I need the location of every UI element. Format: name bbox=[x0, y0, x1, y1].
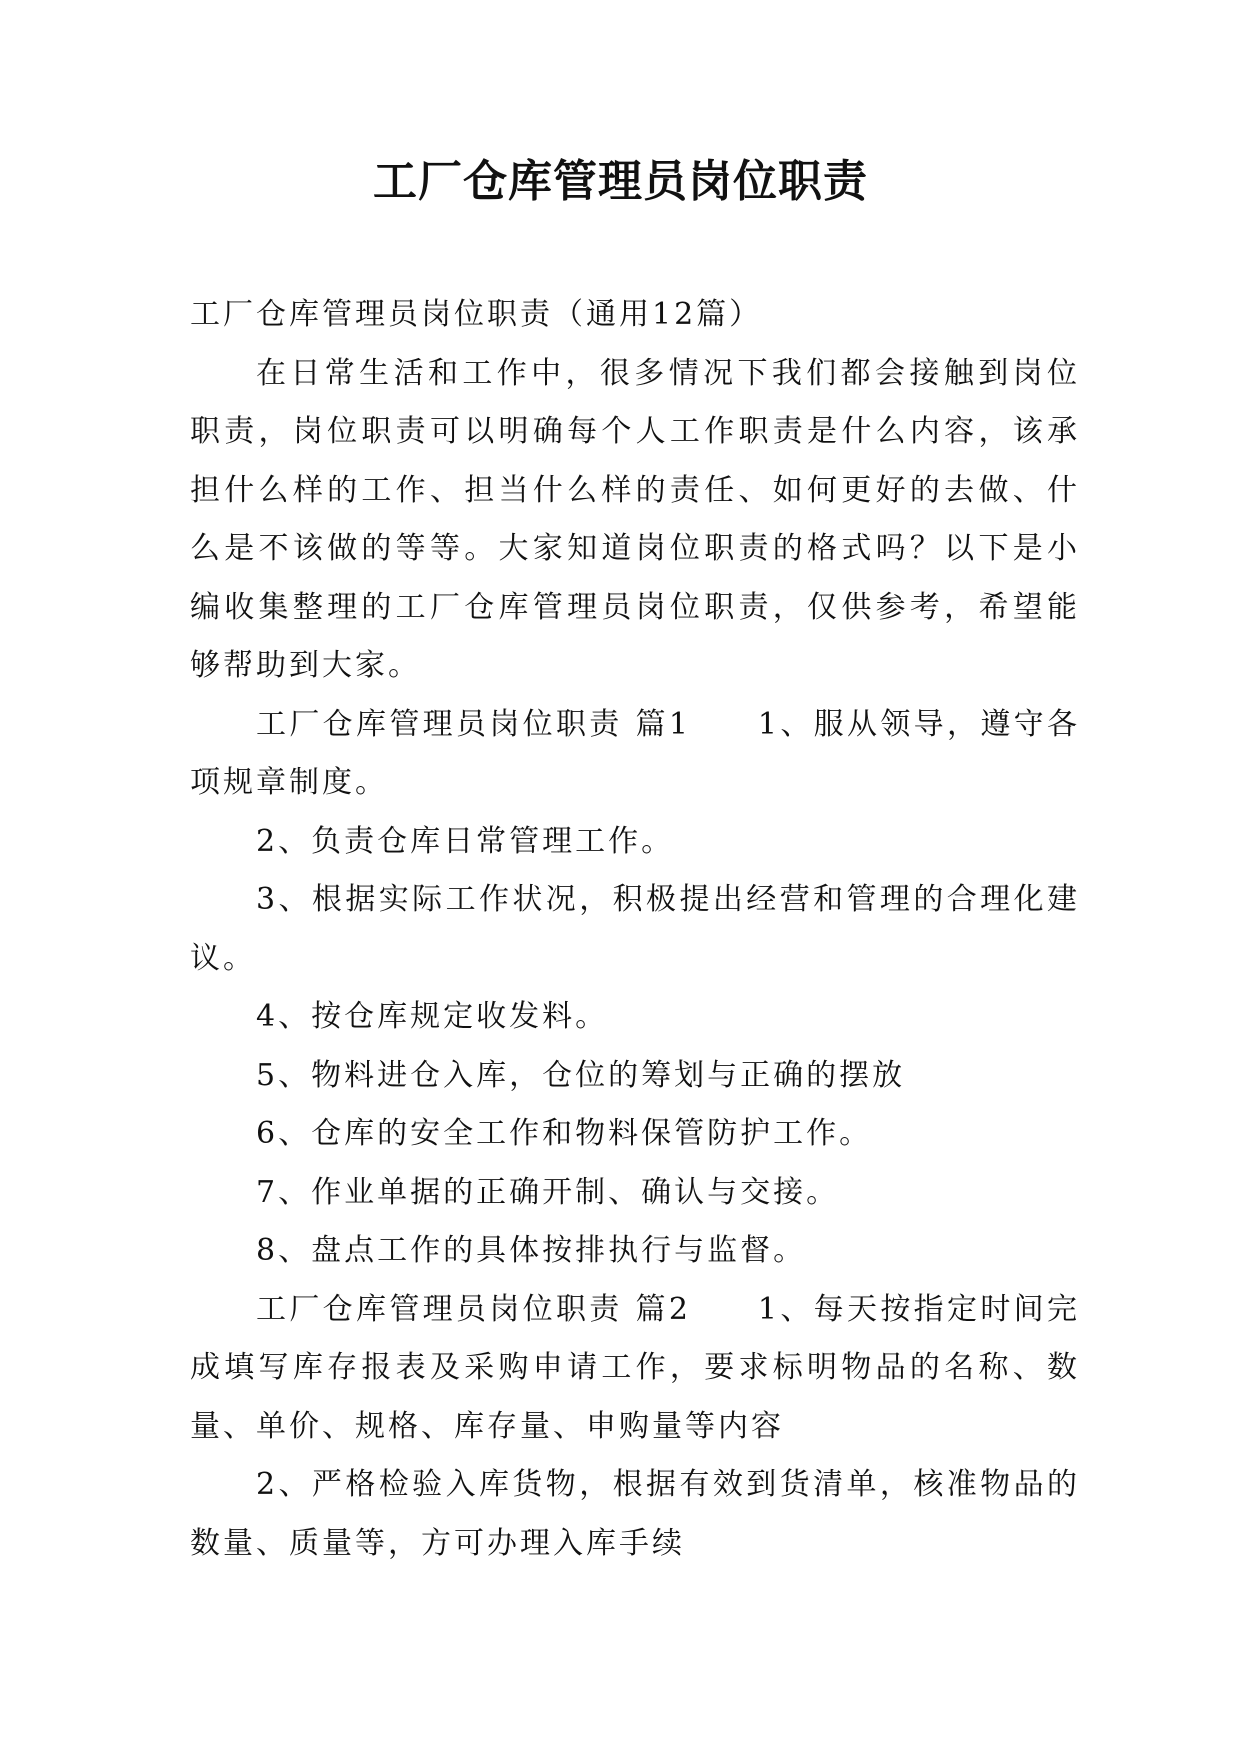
document-title: 工厂仓库管理员岗位职责 bbox=[373, 156, 868, 207]
paragraph-part1-item2: 2、负责仓库日常管理工作。 bbox=[256, 823, 675, 859]
paragraph-part1-item7: 7、作业单据的正确开制、确认与交接。 bbox=[256, 1174, 840, 1210]
paragraph-part1-item1: 工厂仓库管理员岗位职责 篇1 1、服从领导，遵守各项规章制度。 bbox=[190, 706, 1080, 800]
paragraph-part1-item4: 4、按仓库规定收发料。 bbox=[256, 999, 609, 1034]
paragraph-part1-item3: 3、根据实际工作状况，积极提出经营和管理的合理化建议。 bbox=[190, 882, 1080, 976]
paragraph-part2-item2: 2、严格检验入库货物，根据有效到货清单，核准物品的数量、质量等，方可办理入库手续 bbox=[190, 1467, 1080, 1561]
paragraph-part1-item8: 8、盘点工作的具体按排执行与监督。 bbox=[256, 1233, 807, 1268]
document-body bbox=[190, 286, 1080, 1573]
paragraph-part1-item5: 5、物料进仓入库，仓位的筹划与正确的摆放 bbox=[256, 1057, 906, 1093]
paragraph-part1-item6: 6、仓库的安全工作和物料保管防护工作。 bbox=[256, 1116, 873, 1151]
paragraph-intro: 在日常生活和工作中，很多情况下我们都会接触到岗位职责，岗位职责可以明确每个人工作职责是什么内容，该承担什么样的工作、担当什么样的责任、如何更好的去做、什么是不该做的等等。大家知道岗位职责的格式吗？以下是小编收集整理的工厂仓库管理员岗位职责，仅供参考，希望能够帮助到大家。 bbox=[190, 355, 1080, 683]
paragraph-part2-item1: 工厂仓库管理员岗位职责 篇2 1、每天按指定时间完成填写库存报表及采购申请工作，要求标明物品的名称、数量、单价、规格、库存量、申购量等内容 bbox=[190, 1291, 1080, 1444]
paragraph-subtitle: 工厂仓库管理员岗位职责（通用12篇） bbox=[190, 297, 763, 332]
